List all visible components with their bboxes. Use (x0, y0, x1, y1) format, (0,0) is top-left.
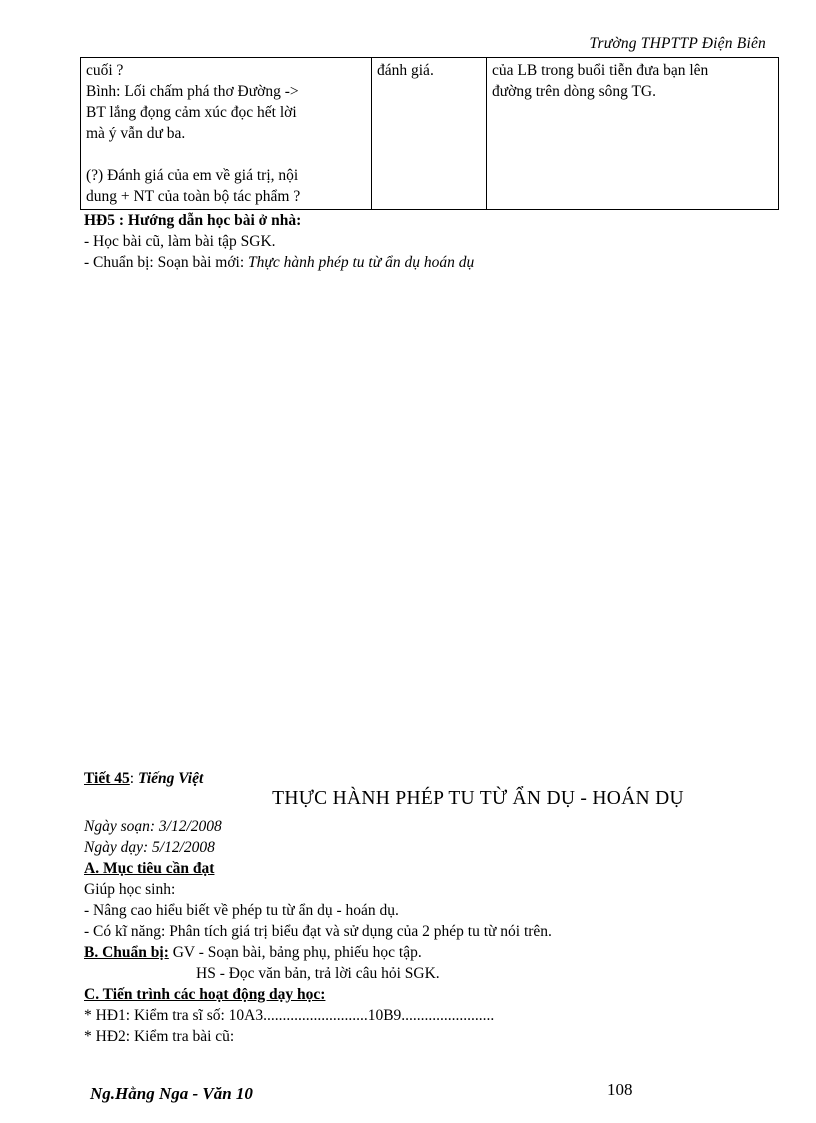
subject-label: Tiếng Việt (137, 770, 204, 787)
period-label: Tiết 45 (84, 770, 130, 787)
cell-line: dung + NT của toàn bộ tác phẩm ? (86, 188, 301, 205)
table-cell-activity (81, 58, 372, 210)
section-a-heading: A. Mục tiêu cần đạt (84, 860, 215, 877)
hd5-item: - Học bài cũ, làm bài tập SGK. (84, 233, 276, 250)
cell-line: cuối ? (86, 62, 124, 79)
hd5-item-prefix: - Chuẩn bị: Soạn bài mới: (84, 254, 249, 271)
lesson-period-line (84, 768, 203, 789)
lesson-title: THỰC HÀNH PHÉP TU TỪ ẨN DỤ - HOÁN DỤ (272, 788, 684, 809)
cell-line: (?) Đánh giá của em về giá trị, nội (86, 167, 299, 184)
section-b-teacher: GV - Soạn bài, bảng phụ, phiếu học tập. (168, 944, 422, 961)
page-number: 108 (607, 1080, 633, 1099)
cell-line: của LB trong buổi tiễn đưa bạn lên (492, 62, 709, 79)
section-b-line (84, 942, 552, 963)
prepare-date: Ngày soạn: 3/12/2008 (84, 818, 222, 835)
table-cell-content (487, 58, 779, 210)
table-cell-method (372, 58, 487, 210)
section-c-heading: C. Tiến trình các hoạt động dạy học: (84, 986, 326, 1003)
header-school-name: Trường THPTTP Điện Biên (589, 35, 766, 52)
lesson-table (80, 57, 779, 210)
cell-line: đánh giá. (377, 62, 434, 79)
homework-section (84, 210, 474, 273)
cell-line: Bình: Lối chấm phá thơ Đường -> (86, 83, 299, 100)
footer-author: Ng.Hằng Nga - Văn 10 (90, 1084, 253, 1103)
next-lesson-title: Thực hành phép tu từ ẩn dụ hoán dụ (248, 254, 475, 271)
hd5-heading: HĐ5 : Hướng dẫn học bài ở nhà: (84, 212, 302, 229)
section-b-heading: B. Chuẩn bị: (84, 944, 169, 961)
lesson-body (84, 816, 552, 1047)
teaching-date: Ngày dạy: 5/12/2008 (84, 839, 215, 856)
cell-blank-line (86, 144, 366, 165)
hd5-item-prepare (84, 252, 474, 273)
period-separator: : (129, 770, 138, 787)
cell-line: BT lắng đọng cảm xúc đọc hết lời (86, 104, 297, 121)
section-b-student: HS - Đọc văn bản, trả lời câu hỏi SGK. (196, 965, 440, 982)
cell-line: đường trên dòng sông TG. (492, 83, 656, 100)
table-row (81, 58, 779, 210)
cell-line: mà ý vẫn dư ba. (86, 125, 186, 142)
section-a-intro: Giúp học sinh: (84, 881, 176, 898)
hd2-line: * HĐ2: Kiểm tra bài cũ: (84, 1028, 235, 1045)
section-a-item: - Có kĩ năng: Phân tích giá trị biểu đạt và sử dụng của 2 phép tu từ nói trên. (84, 923, 552, 940)
hd1-line: * HĐ1: Kiểm tra sĩ số: 10A3...........................10B9........................ (84, 1007, 495, 1024)
section-a-item: - Nâng cao hiểu biết về phép tu từ ẩn dụ - hoán dụ. (84, 902, 399, 919)
